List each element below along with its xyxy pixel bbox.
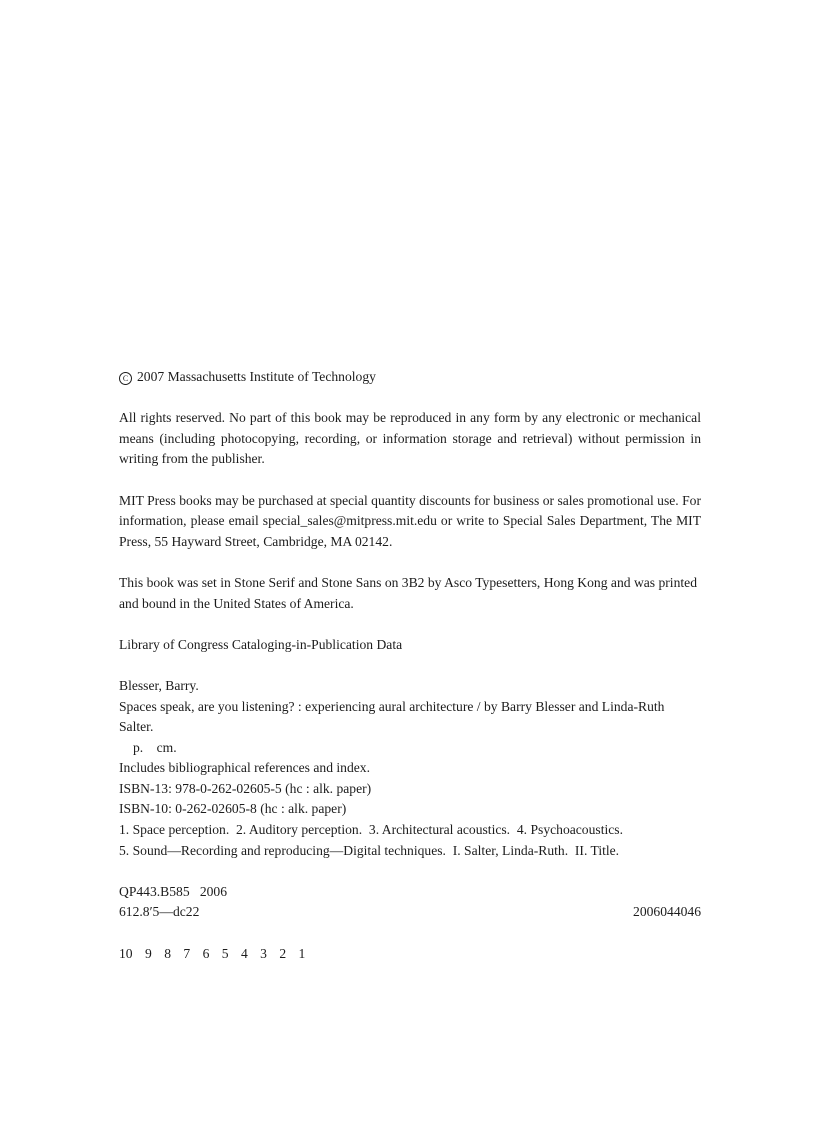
cip-isbn10: ISBN-10: 0-262-02605-8 (hc : alk. paper) — [119, 801, 347, 817]
cip-title: Spaces speak, are you listening? : experiencing aural architecture / by Barry Blesser and Linda-Ruth Salter. — [119, 698, 665, 735]
typesetting-paragraph: This book was set in Stone Serif and Stone Sans on 3B2 by Asco Typesetters, Hong Kong and was printed and bound in the United States of America. — [119, 574, 697, 611]
classification — [119, 882, 701, 923]
lccn: 2006044046 — [633, 904, 701, 920]
copyright-line — [119, 367, 701, 388]
sales-paragraph: MIT Press books may be purchased at special quantity discounts for business or sales promotional use. For information, please email special_sales@mitpress.mit.edu or write to Special Sales Department, The MIT Press, 55 Hayward Street, Cambridge, MA 02142. — [119, 492, 701, 549]
cip-subjects-1: 1. Space perception. 2. Auditory perception. 3. Architectural acoustics. 4. Psychoacoustics. — [119, 822, 623, 838]
dewey-number: 612.8′5—dc22 — [119, 904, 200, 920]
cip-isbn13: ISBN-13: 978-0-262-02605-5 (hc : alk. paper) — [119, 780, 372, 796]
cip-physical: p. cm. — [133, 739, 177, 755]
printing-line: 10 9 8 7 6 5 4 3 2 1 — [119, 945, 306, 961]
copyright-text: 2007 Massachusetts Institute of Technology — [137, 369, 376, 384]
cip-heading: Library of Congress Cataloging-in-Publication Data — [119, 636, 403, 652]
cip-notes: Includes bibliographical references and index. — [119, 760, 370, 776]
rights-paragraph: All rights reserved. No part of this book may be reproduced in any form by any electronic or mechanical means (including photocopying, recording, or information storage and retrieval) without permission in writing from the publisher. — [119, 410, 701, 467]
cip-record — [119, 676, 701, 861]
copyright-icon: C — [119, 372, 132, 385]
classification-row — [119, 902, 701, 923]
cip-author: Blesser, Barry. — [119, 677, 199, 693]
cip-subjects-2: 5. Sound—Recording and reproducing—Digital techniques. I. Salter, Linda-Ruth. II. Title. — [119, 842, 620, 858]
copyright-page — [119, 367, 701, 964]
lc-call-number: QP443.B585 2006 — [119, 883, 228, 899]
